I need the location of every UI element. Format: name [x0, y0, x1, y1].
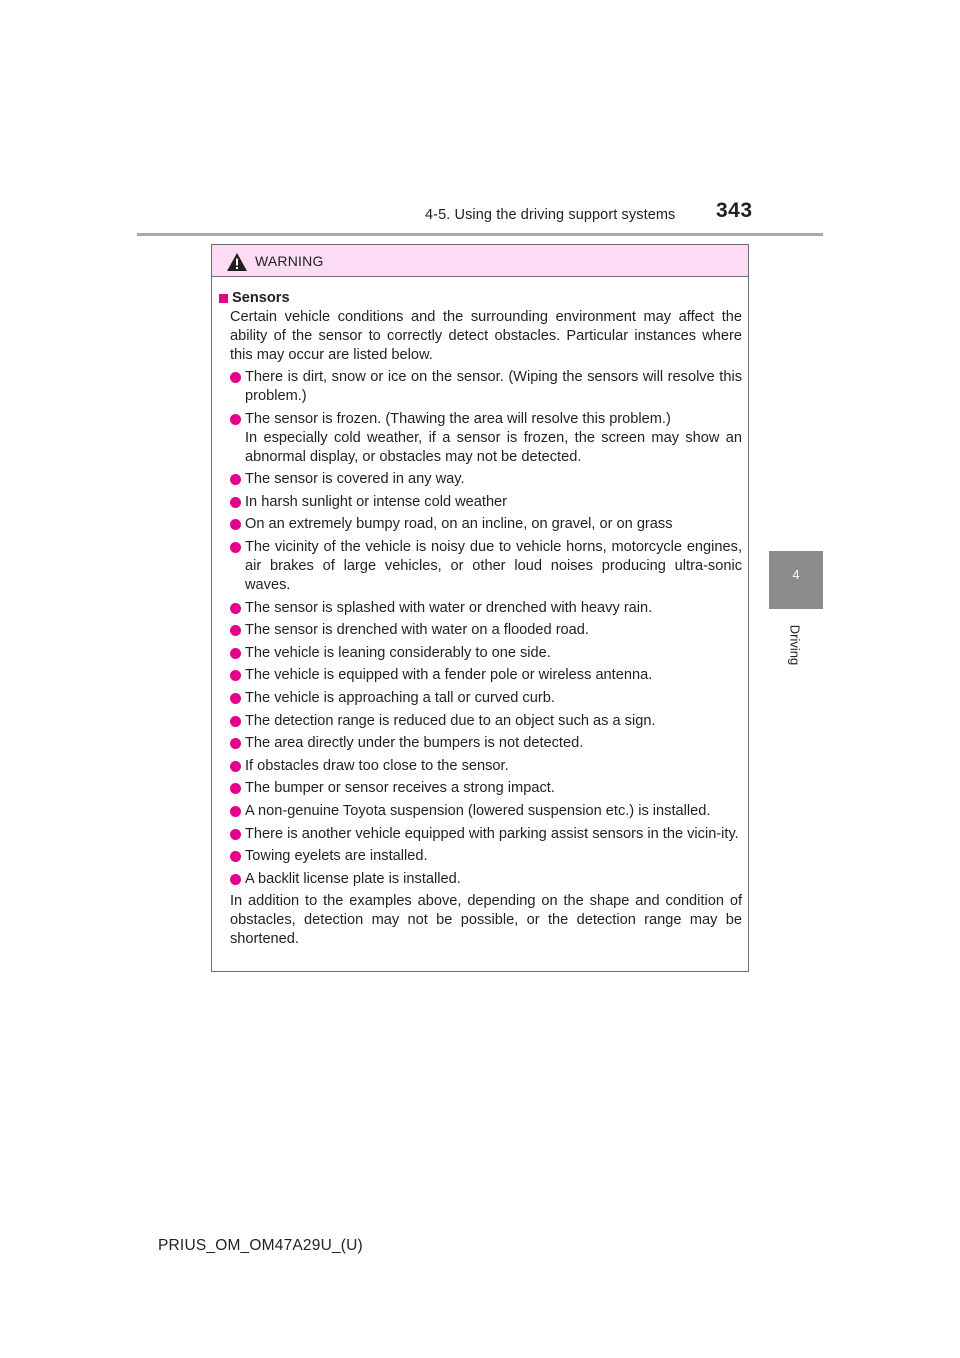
list-item: The vehicle is approaching a tall or curved curb. [218, 689, 742, 708]
bullet-dot-icon [230, 414, 241, 425]
chapter-label: Driving [787, 624, 803, 666]
bullet-dot-icon [230, 372, 241, 383]
bullet-dot-icon [230, 603, 241, 614]
list-item-extra: In especially cold weather, if a sensor is frozen, the screen may show an abnormal display, or obstacles may not be detected. [245, 429, 742, 465]
bullet-dot-icon [230, 783, 241, 794]
bullet-dot-icon [230, 874, 241, 885]
warning-header [212, 245, 748, 277]
section-heading [218, 289, 742, 308]
bullet-dot-icon [230, 716, 241, 727]
bullet-dot-icon [230, 497, 241, 508]
section-title: 4-5. Using the driving support systems [425, 207, 676, 223]
list-item: A backlit license plate is installed. [218, 870, 742, 889]
bullet-dot-icon [230, 625, 241, 636]
section-heading-text: Sensors [232, 290, 290, 306]
list-item: The sensor is splashed with water or drenched with heavy rain. [218, 599, 742, 618]
bullet-dot-icon [230, 851, 241, 862]
bullet-dot-icon [230, 519, 241, 530]
page-number: 343 [716, 199, 753, 222]
bullet-dot-icon [230, 542, 241, 553]
list-item: A non-genuine Toyota suspension (lowered suspension etc.) is installed. [218, 802, 742, 821]
chapter-tab[interactable] [769, 551, 823, 609]
list-item: The bumper or sensor receives a strong impact. [218, 779, 742, 798]
list-item: The sensor is frozen. (Thawing the area will resolve this problem.) In especially cold weather, if a sensor is frozen, the screen may show an abnormal display, or obstacles may not be detected. [218, 410, 742, 467]
condition-list [218, 368, 742, 889]
list-item: If obstacles draw too close to the sensor. [218, 757, 742, 776]
intro-paragraph: Certain vehicle conditions and the surrounding environment may affect the ability of the sensor to correctly detect obstacles. Particular instances where this may occur are listed below. [230, 309, 742, 363]
bullet-dot-icon [230, 738, 241, 749]
warning-box [211, 244, 749, 972]
warning-body [212, 277, 748, 949]
bullet-dot-icon [230, 761, 241, 772]
closing-paragraph: In addition to the examples above, depending on the shape and condition of obstacles, detection may not be possible, or the detection range may be shortened. [230, 893, 742, 948]
list-item: In harsh sunlight or intense cold weather [218, 493, 742, 512]
list-item: On an extremely bumpy road, on an incline, on gravel, or on grass [218, 515, 742, 534]
list-item: There is dirt, snow or ice on the sensor. (Wiping the sensors will resolve this problem.) [218, 368, 742, 406]
list-item: There is another vehicle equipped with parking assist sensors in the vicin-ity. [218, 825, 742, 844]
list-item: The sensor is covered in any way. [218, 470, 742, 489]
bullet-dot-icon [230, 648, 241, 659]
list-item: The vehicle is equipped with a fender pole or wireless antenna. [218, 666, 742, 685]
warning-title: WARNING [255, 253, 324, 269]
list-item: The detection range is reduced due to an object such as a sign. [218, 712, 742, 731]
bullet-dot-icon [230, 474, 241, 485]
list-item: The area directly under the bumpers is not detected. [218, 734, 742, 753]
bullet-dot-icon [230, 829, 241, 840]
list-item: Towing eyelets are installed. [218, 847, 742, 866]
header-divider [137, 233, 823, 236]
square-bullet-icon [219, 294, 228, 303]
warning-triangle-icon [227, 253, 247, 271]
bullet-dot-icon [230, 693, 241, 704]
document-code: PRIUS_OM_OM47A29U_(U) [158, 1237, 363, 1254]
list-item: The vehicle is leaning considerably to one side. [218, 644, 742, 663]
bullet-dot-icon [230, 806, 241, 817]
chapter-number: 4 [792, 567, 800, 582]
list-item: The vicinity of the vehicle is noisy due to vehicle horns, motorcycle engines, air brakes of large vehicles, or other loud noises producing ultra-sonic waves. [218, 538, 742, 595]
bullet-dot-icon [230, 670, 241, 681]
list-item: The sensor is drenched with water on a flooded road. [218, 621, 742, 640]
